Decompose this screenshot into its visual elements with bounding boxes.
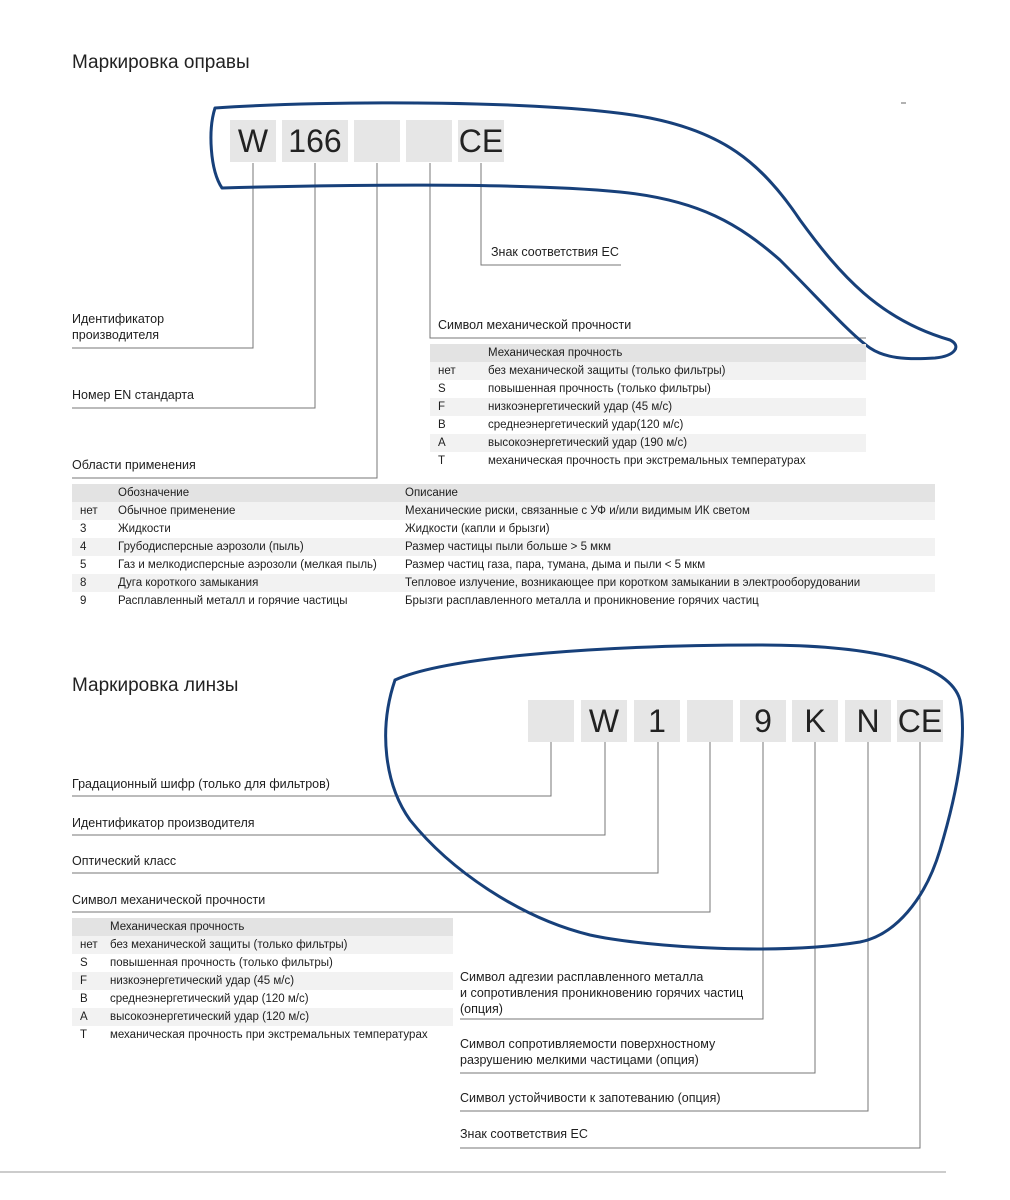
frame-section-title: Маркировка оправы: [72, 52, 250, 73]
lens-label-shade: Градационный шифр (только для фильтров): [72, 777, 330, 791]
table-row: [430, 434, 866, 452]
table-row: [430, 416, 866, 434]
table-cell-desc: Размер частиц газа, пара, тумана, дыма и пыли < 5 мкм: [397, 556, 935, 574]
table-row: [72, 574, 935, 592]
table-cell-desc: Жидкости (капли и брызги): [397, 520, 935, 538]
lens-box-mech: [687, 700, 733, 742]
lens-label-surface-2: разрушению мелкими частицами (опция): [460, 1053, 699, 1067]
table-cell-code: нет: [72, 502, 110, 520]
frame-box-manufacturer: W: [230, 120, 276, 162]
lens-label-surface-1: Символ сопротивляемости поверхностному: [460, 1037, 716, 1051]
table-row: [72, 990, 453, 1008]
frame-box-en: 166: [282, 120, 348, 162]
lens-box-shade: [528, 700, 574, 742]
table-row: [430, 452, 866, 470]
lens-box-optical: 1: [634, 700, 680, 742]
table-row: [72, 556, 935, 574]
table-cell-desc: механическая прочность при экстремальных температурах: [480, 452, 866, 470]
frame-label-manufacturer-2: производителя: [72, 328, 160, 342]
table-cell-desc: без механической защиты (только фильтры): [480, 362, 866, 380]
lens-box-surface: K: [792, 700, 838, 742]
table-cell-code: B: [430, 416, 480, 434]
table-cell-code: A: [430, 434, 480, 452]
lens-box-ce: CE: [897, 700, 943, 742]
frame-label-manufacturer-1: Идентификатор: [72, 312, 165, 326]
table-header-row: [430, 344, 866, 362]
table-cell-desc: высокоэнергетический удар (190 м/с): [480, 434, 866, 452]
table-cell-desc: Размер частицы пыли больше > 5 мкм: [397, 538, 935, 556]
table-header-cell: Обозначение: [110, 484, 397, 502]
table-cell-desc: среднеэнергетический удар(120 м/с): [480, 416, 866, 434]
frame-label-applications: Области применения: [72, 458, 196, 472]
lens-label-mech: Символ механической прочности: [72, 893, 266, 907]
table-cell-desc: механическая прочность при экстремальных температурах: [102, 1026, 453, 1044]
frame-box-mech: [406, 120, 452, 162]
table-cell-name: Дуга короткого замыкания: [110, 574, 397, 592]
table-row: [72, 520, 935, 538]
lens-label-molten-2: и сопротивления проникновению горячих частиц: [460, 986, 744, 1000]
table-header-row: [72, 918, 453, 936]
table-cell-code: 4: [72, 538, 110, 556]
table-cell-code: 8: [72, 574, 110, 592]
frame-line-en: [72, 163, 315, 408]
table-cell-code: 3: [72, 520, 110, 538]
table-cell-code: S: [430, 380, 480, 398]
table-cell-name: Газ и мелкодисперсные аэрозоли (мелкая пыль): [110, 556, 397, 574]
frame-applications-table: [72, 484, 935, 610]
table-row: [72, 1026, 453, 1044]
lens-line-surface: [460, 742, 815, 1073]
table-row: [430, 398, 866, 416]
table-row: [72, 954, 453, 972]
table-cell-code: 9: [72, 592, 110, 610]
lens-label-ce: Знак соответствия ЕС: [460, 1127, 588, 1141]
table-cell-code: A: [72, 1008, 102, 1026]
table-cell-desc: Брызги расплавленного металла и проникновение горячих частиц: [397, 592, 935, 610]
table-cell-desc: повышенная прочность (только фильтры): [102, 954, 453, 972]
lens-box-manufacturer: W: [581, 700, 627, 742]
table-row: [72, 538, 935, 556]
table-cell-desc: низкоэнергетический удар (45 м/с): [480, 398, 866, 416]
table-cell-desc: высокоэнергетический удар (120 м/с): [102, 1008, 453, 1026]
table-cell-desc: среднеэнергетический удар (120 м/с): [102, 990, 453, 1008]
table-header-cell: Механическая прочность: [480, 344, 866, 362]
frame-label-ce: Знак соответствия ЕС: [491, 245, 619, 259]
table-row: [430, 380, 866, 398]
table-row: [72, 936, 453, 954]
lens-label-manufacturer: Идентификатор производителя: [72, 816, 255, 830]
lens-label-molten-3: (опция): [460, 1002, 503, 1016]
table-header-cell: Описание: [397, 484, 935, 502]
lens-label-molten-1: Символ адгезии расплавленного металла: [460, 970, 704, 984]
frame-label-mech: Символ механической прочности: [438, 318, 632, 332]
table-cell-desc: без механической защиты (только фильтры): [102, 936, 453, 954]
table-cell-code: S: [72, 954, 102, 972]
lens-box-fog: N: [845, 700, 891, 742]
table-row: [72, 1008, 453, 1026]
table-cell-desc: Тепловое излучение, возникающее при коротком замыкании в электрооборудовании: [397, 574, 935, 592]
table-row: [430, 362, 866, 380]
table-header-row: [72, 484, 935, 502]
table-cell-name: Грубодисперсные аэрозоли (пыль): [110, 538, 397, 556]
lens-line-ce: [460, 742, 920, 1148]
table-cell-code: T: [72, 1026, 102, 1044]
table-cell-code: T: [430, 452, 480, 470]
lens-box-molten: 9: [740, 700, 786, 742]
table-cell-code: нет: [72, 936, 102, 954]
table-cell-desc: повышенная прочность (только фильтры): [480, 380, 866, 398]
table-cell-code: F: [430, 398, 480, 416]
table-cell-name: Расплавленный металл и горячие частицы: [110, 592, 397, 610]
table-cell-code: F: [72, 972, 102, 990]
frame-label-en: Номер EN стандарта: [72, 388, 194, 402]
lens-label-optical: Оптический класс: [72, 854, 177, 868]
table-cell-name: Обычное применение: [110, 502, 397, 520]
table-cell-desc: низкоэнергетический удар (45 м/с): [102, 972, 453, 990]
table-header-cell: [72, 484, 110, 502]
frame-box-ce: CE: [458, 120, 504, 162]
table-cell-code: нет: [430, 362, 480, 380]
table-header-cell: Механическая прочность: [102, 918, 453, 936]
table-cell-desc: Механические риски, связанные с УФ и/или видимым ИК светом: [397, 502, 935, 520]
lens-outline-shape: [386, 645, 963, 949]
table-cell-code: 5: [72, 556, 110, 574]
frame-box-applications: [354, 120, 400, 162]
table-row: [72, 972, 453, 990]
table-cell-name: Жидкости: [110, 520, 397, 538]
lens-label-fog: Символ устойчивости к запотеванию (опция): [460, 1091, 721, 1105]
table-row: [72, 592, 935, 610]
table-cell-code: B: [72, 990, 102, 1008]
lens-strength-table: [72, 918, 453, 1044]
table-row: [72, 502, 935, 520]
lens-section-title: Маркировка линзы: [72, 675, 239, 696]
frame-strength-table: [430, 344, 866, 470]
